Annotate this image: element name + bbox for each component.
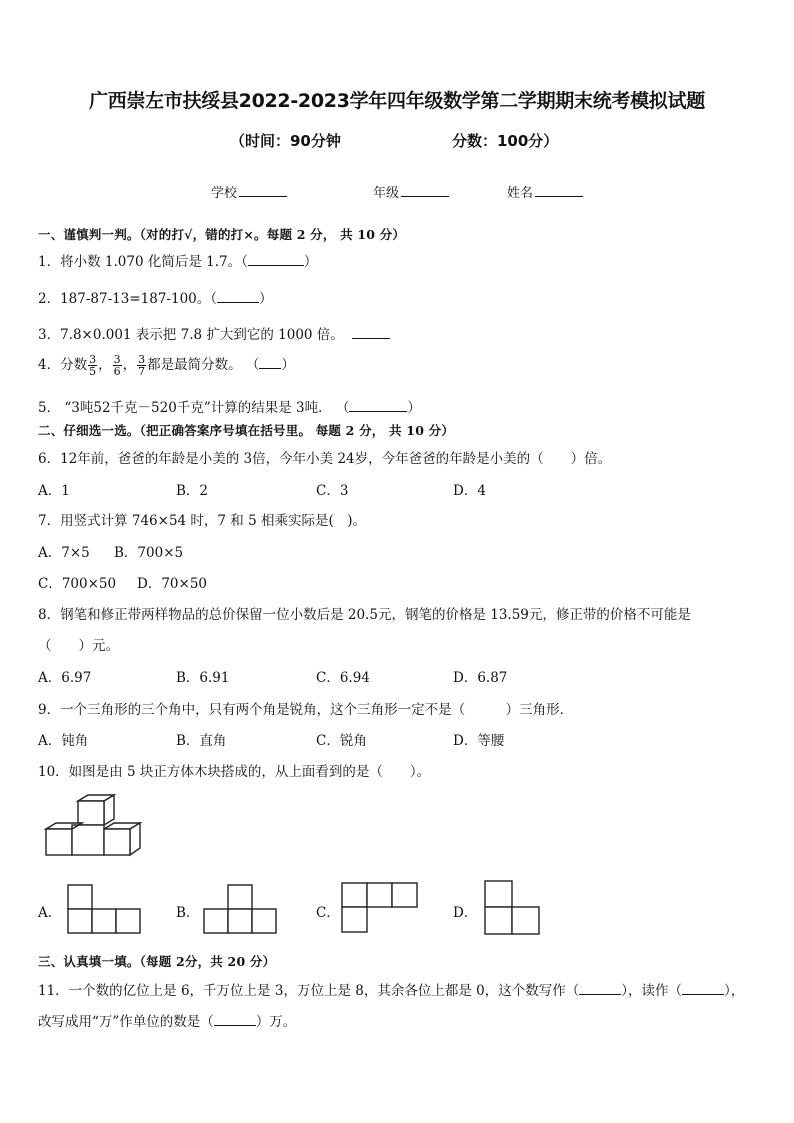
question-2-close: ） [259, 291, 273, 307]
q10-option-d[interactable]: D． [453, 905, 478, 921]
q6-option-a[interactable]: A．1 [38, 483, 70, 499]
question-1-text: 1．将小数 1.070 化简后是 1.7。（ [38, 254, 248, 270]
question-8: 8．钢笔和修正带两样物品的总价保留一位小数后是 20.5元，钢笔的价格是 13.59元，修正带的价格不可能是 [38, 607, 691, 623]
question-2-text: 2．187-87-13=187-100。（ [38, 291, 217, 307]
q6-option-b[interactable]: B．2 [176, 483, 209, 499]
answer-blank-11c[interactable] [214, 1013, 256, 1026]
q10-option-b[interactable]: B． [176, 905, 200, 921]
fraction-3: $\frac{3}{7}$ [138, 353, 146, 378]
question-3-text: 3．7.8×0.001 表示把 7.8 扩大到它的 1000 倍。 [38, 327, 344, 343]
question-4-close: ） [281, 357, 295, 373]
grade-label: 年级 [373, 186, 400, 201]
q9-option-d[interactable]: D．等腰 [453, 733, 505, 749]
page-title: 广西崇左市扶绥县2022-2023学年四年级数学第二学期期末统考模拟试题 [89, 90, 705, 112]
question-11-line2-text: 改写成用“万”作单位的数是（ [38, 1014, 214, 1030]
cube-stack-drawing [46, 795, 140, 855]
q7-option-b[interactable]: B．700×5 [114, 545, 184, 561]
q8-option-d[interactable]: D．6.87 [453, 670, 508, 686]
q9-option-c[interactable]: C．锐角 [316, 733, 367, 749]
q8-option-b[interactable]: B．6.91 [176, 670, 230, 686]
q10-option-a-shape [68, 885, 140, 933]
question-1-close: ） [303, 254, 318, 270]
time-limit: （时间：90分钟 [230, 132, 341, 150]
answer-blank-11a[interactable] [579, 982, 621, 995]
school-label: 学校 [211, 186, 238, 201]
question-8-line2: （ ）元。 [38, 638, 119, 654]
question-5-close: ） [407, 400, 421, 416]
question-11-text: 11．一个数的亿位上是 6，千万位上是 3，万位上是 8，其余各位上都是 0，这个数写作（ [38, 983, 580, 999]
question-11 [38, 979, 744, 999]
fraction-2: $\frac{3}{6}$ [113, 353, 121, 378]
q7-option-d[interactable]: D．70×50 [137, 576, 207, 592]
question-7: 7．用竖式计算 746×54 时，7 和 5 相乘实际是( )。 [38, 513, 367, 529]
fraction-1: $\frac{3}{5}$ [89, 353, 97, 378]
question-11-line2 [38, 1010, 296, 1030]
q8-option-c[interactable]: C．6.94 [316, 670, 370, 686]
name-label: 姓名 [507, 186, 534, 201]
section3-heading: 三、认真填一填。（每题 2分，共 20 分） [38, 954, 276, 969]
q9-option-a[interactable]: A．钝角 [38, 733, 89, 749]
question-10: 10．如图是由 5 块正方体木块搭成的，从上面看到的是（ ）。 [38, 764, 431, 780]
question-4: 4．分数 $\frac{3}{5}$ ， $\frac{3}{6}$ ， $\frac{3}{7}$ 都是最简分数。 （ ） [38, 353, 295, 378]
question-11-tail: ）， [723, 983, 745, 999]
question-5-text: 5． “3吨52千克－520千克”计算的结果是 3吨． （ [38, 400, 350, 416]
q10-option-c-shape [342, 883, 417, 932]
answer-blank-11b[interactable] [682, 982, 724, 995]
q6-option-c[interactable]: C．3 [316, 483, 349, 499]
q10-option-d-shape [485, 881, 539, 934]
question-4-suffix: 都是最简分数。 （ [147, 357, 260, 373]
question-11-line2-tail: ）万。 [255, 1014, 297, 1030]
section1-heading: 一、谨慎判一判。（对的打√，错的打×。每题 2 分， 共 10 分） [38, 227, 406, 242]
q9-option-b[interactable]: B．直角 [176, 733, 227, 749]
q7-option-a[interactable]: A．7×5 [38, 545, 90, 561]
question-6: 6．12年前，爸爸的年龄是小美的 3倍，今年小美 24岁，今年爸爸的年龄是小美的（ ）倍。 [38, 451, 612, 467]
q7-option-c[interactable]: C．700×50 [38, 576, 117, 592]
question-4-prefix: 4．分数 [38, 357, 88, 373]
question-9: 9．一个三角形的三个角中，只有两个角是锐角，这个三角形一定不是（ ）三角形． [38, 702, 574, 718]
q10-option-b-shape [204, 885, 276, 933]
q10-option-c[interactable]: C． [316, 905, 340, 921]
section2-heading: 二、仔细选一选。（把正确答案序号填在括号里。 每题 2 分， 共 10 分） [38, 423, 455, 438]
q8-option-a[interactable]: A．6.97 [38, 670, 92, 686]
question-11-mid: ），读作（ [621, 983, 682, 999]
total-score: 分数：100分） [452, 132, 559, 150]
q6-option-d[interactable]: D．4 [453, 483, 486, 499]
q10-option-a[interactable]: A． [38, 905, 62, 921]
